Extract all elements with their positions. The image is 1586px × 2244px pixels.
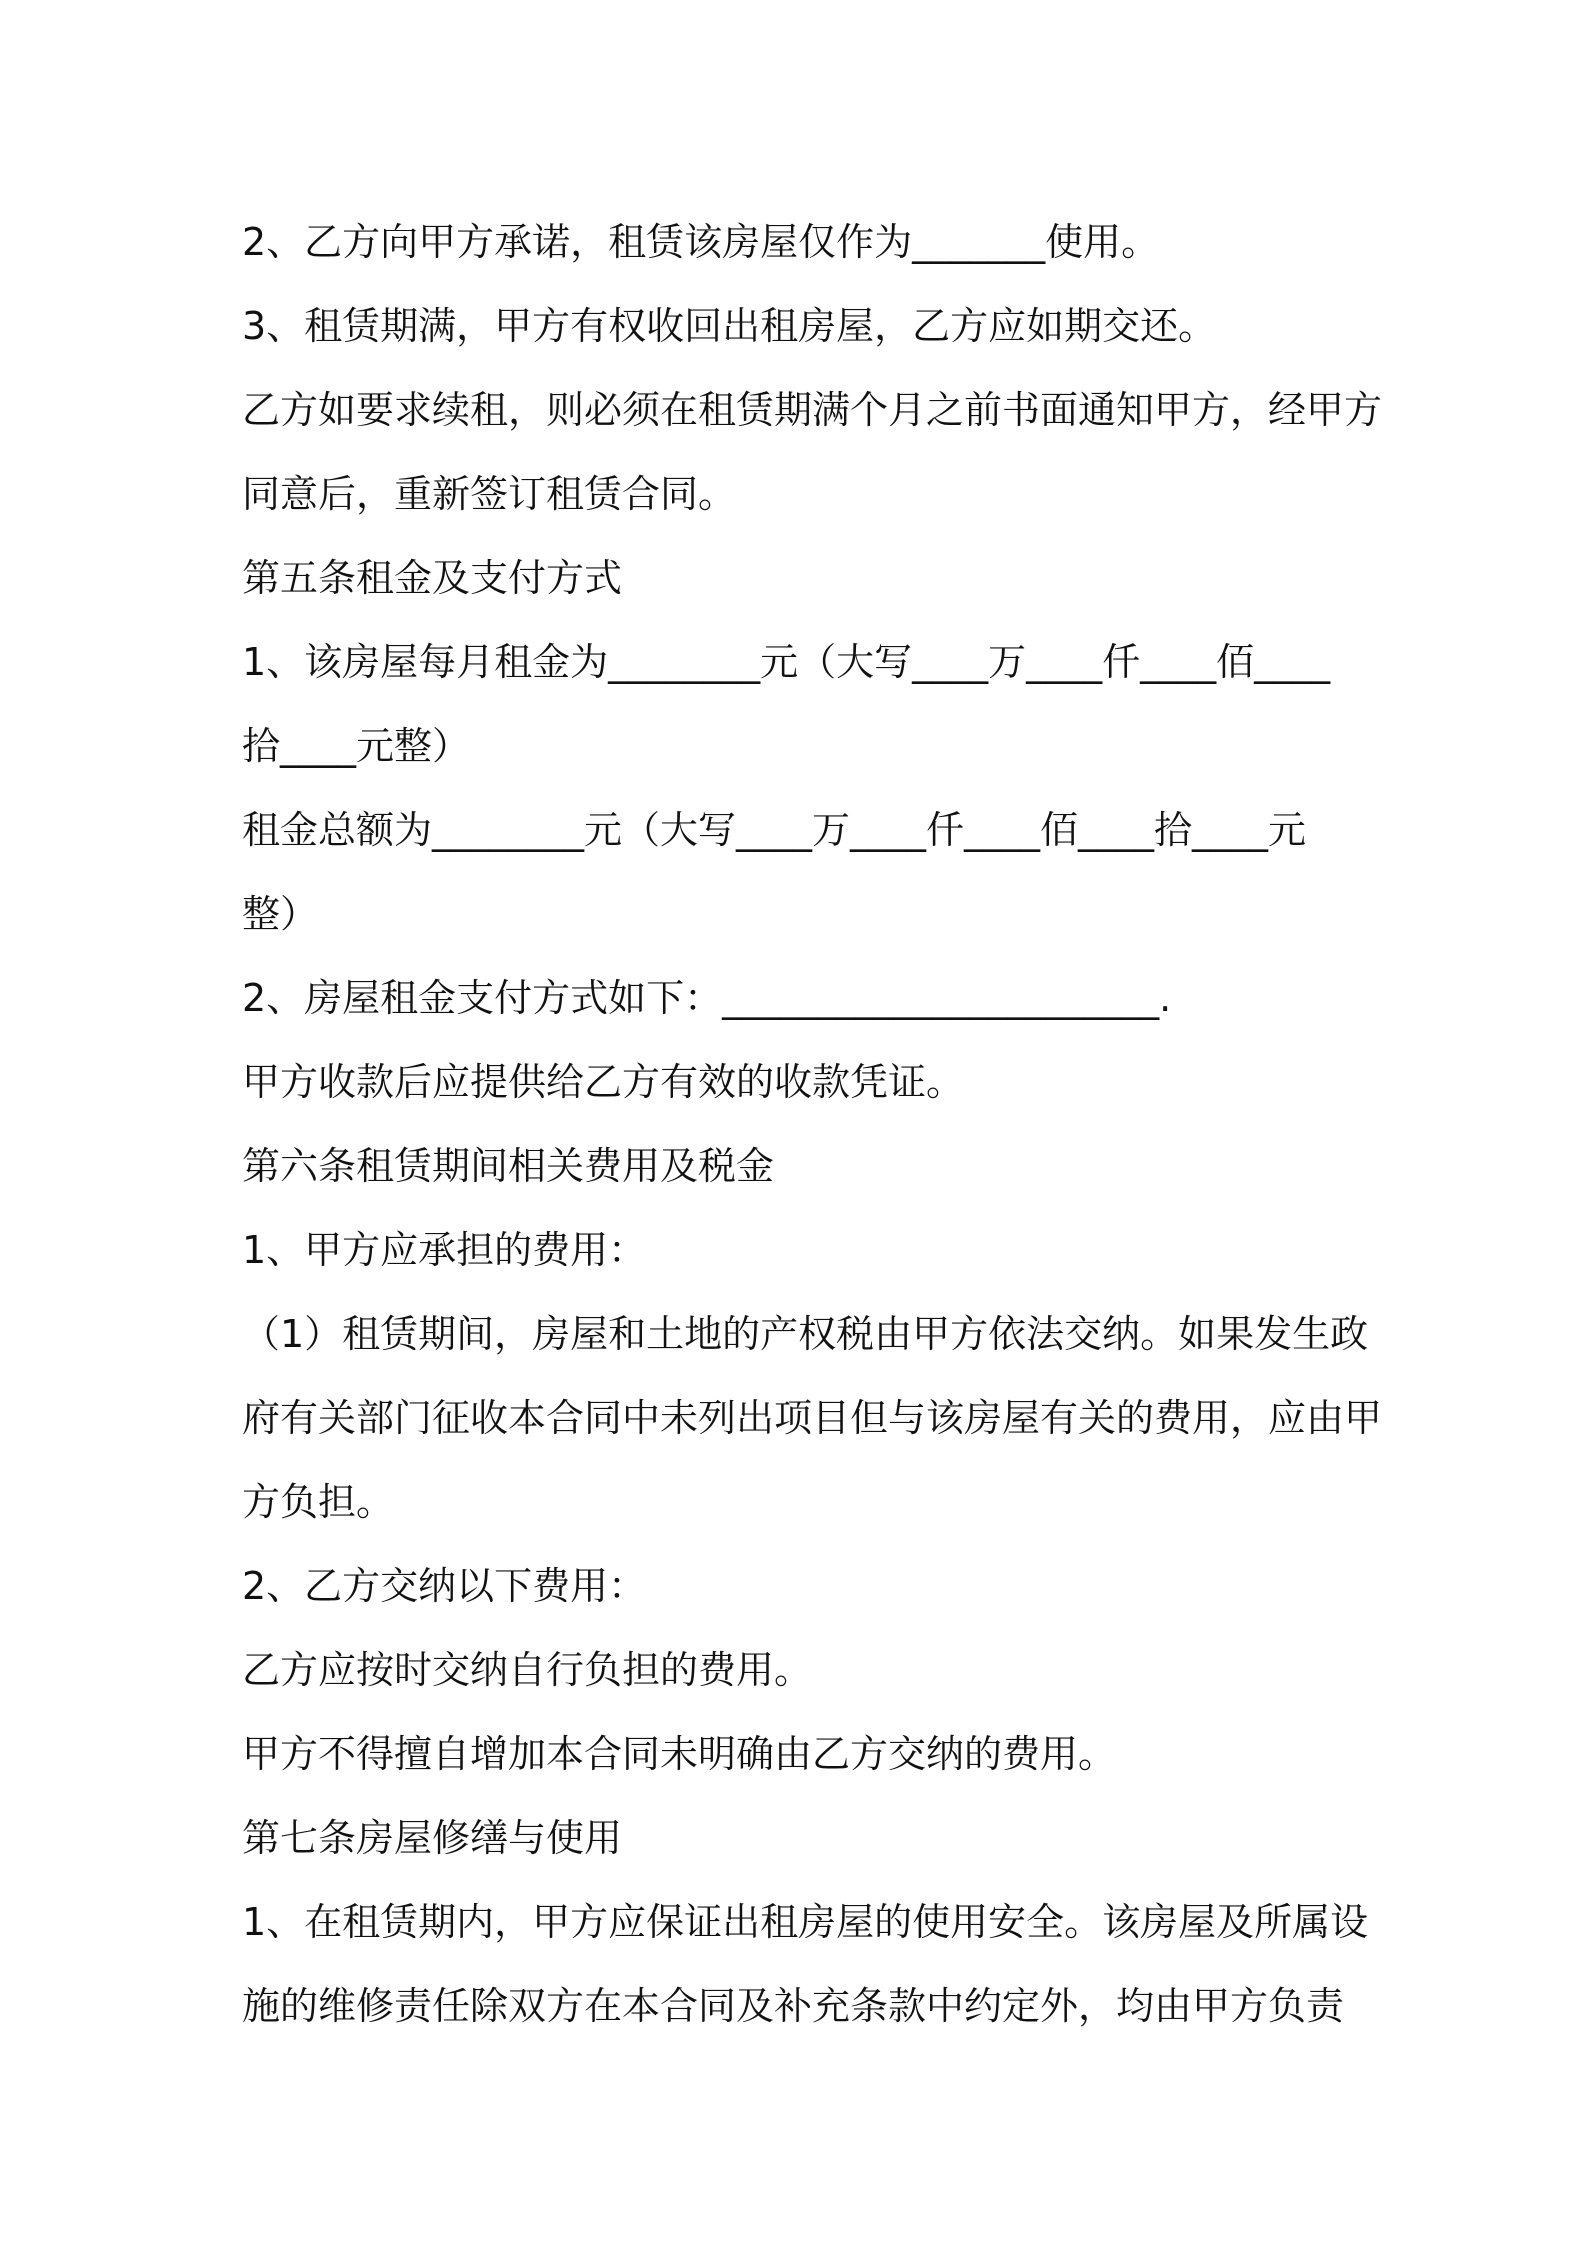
receipt-line: 甲方收款后应提供给乙方有效的收款凭证。 [242, 1060, 965, 1104]
total-rent-line-2: 整） [242, 892, 319, 936]
document-body [242, 200, 1383, 2048]
party-a-costs-item-1-line-1: （1）租赁期间，房屋和土地的产权税由甲方依法交纳。如果发生政 [242, 1312, 1369, 1356]
article-7-heading: 第七条房屋修缮与使用 [242, 1816, 623, 1860]
repair-clause-line-2: 施的维修责任除双方在本合同及补充条款中约定外，均由甲方负责 [242, 1984, 1345, 2028]
party-b-costs-heading: 2、乙方交纳以下费用： [242, 1564, 647, 1608]
renewal-paragraph-line-1: 乙方如要求续租，则必须在租赁期满个月之前书面通知甲方，经甲方 [242, 388, 1383, 432]
party-a-costs-item-1-line-3: 方负担。 [242, 1480, 395, 1524]
clause-4-item-3: 3、租赁期满，甲方有权收回出租房屋，乙方应如期交还。 [242, 304, 1217, 348]
renewal-paragraph-line-2: 同意后，重新签订租赁合同。 [242, 472, 737, 516]
clause-4-item-2: 2、乙方向甲方承诺，租赁该房屋仅作为_______使用。 [242, 220, 1160, 264]
repair-clause-line-1: 1、在租赁期内，甲方应保证出租房屋的使用安全。该房屋及所属设 [242, 1900, 1369, 1944]
monthly-rent-line-2: 拾____元整） [242, 724, 471, 768]
article-6-heading: 第六条租赁期间相关费用及税金 [242, 1144, 775, 1188]
party-b-costs-line-2: 甲方不得擅自增加本合同未明确由乙方交纳的费用。 [242, 1732, 1117, 1776]
party-b-costs-line-1: 乙方应按时交纳自行负担的费用。 [242, 1648, 813, 1692]
total-rent-line-1: 租金总额为________元（大写____万____仟____佰____拾____元 [242, 808, 1307, 852]
party-a-costs-item-1-line-2: 府有关部门征收本合同中未列出项目但与该房屋有关的费用，应由甲 [242, 1396, 1383, 1440]
payment-method-line: 2、房屋租金支付方式如下：_______________________. [242, 976, 1172, 1020]
monthly-rent-line-1: 1、该房屋每月租金为________元（大写____万____仟____佰____ [242, 640, 1331, 684]
article-5-heading: 第五条租金及支付方式 [242, 556, 623, 600]
party-a-costs-heading: 1、甲方应承担的费用： [242, 1228, 647, 1272]
